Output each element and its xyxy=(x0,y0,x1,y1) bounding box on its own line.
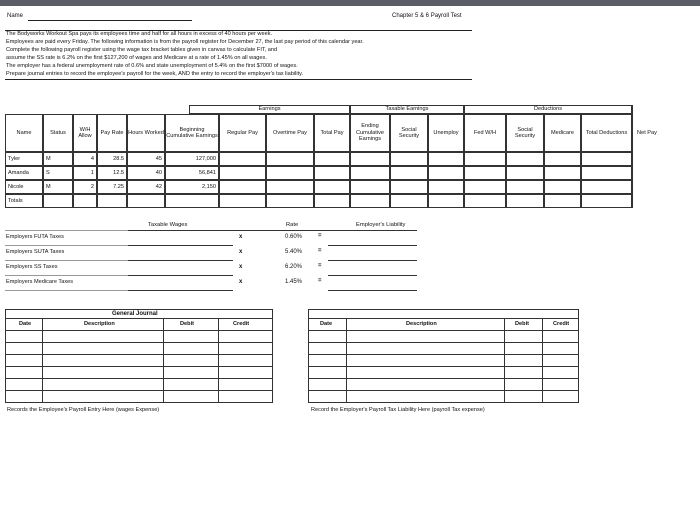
tax-row-label: Employers SS Taxes xyxy=(6,264,58,270)
empty-cell xyxy=(544,180,581,194)
label-line xyxy=(5,290,128,291)
empty-cell xyxy=(544,166,581,180)
empty-cell xyxy=(350,194,390,208)
col-medicare: Medicare xyxy=(544,114,581,152)
journal-row-line xyxy=(308,402,578,403)
empty-cell xyxy=(219,166,266,180)
name-label: Name xyxy=(7,13,24,19)
test-title: Chapter 5 & 6 Payroll Test xyxy=(392,13,462,19)
col-ending-cumulative: Ending Cumulative Earnings xyxy=(350,114,390,152)
cell-status: S xyxy=(43,166,73,180)
empty-cell xyxy=(314,194,350,208)
taxable-wage-line xyxy=(128,230,233,231)
taxable-wage-line xyxy=(128,275,233,276)
cell-hours: 45 xyxy=(127,152,165,166)
window-top-bar xyxy=(0,0,700,6)
journal-row-line xyxy=(308,342,578,343)
liability-line xyxy=(328,290,417,291)
journal-col-date: Date xyxy=(320,321,333,327)
empty-cell xyxy=(544,194,581,208)
cell-beginning: 2,150 xyxy=(165,180,219,194)
empty-cell xyxy=(266,166,314,180)
col-regular-pay: Regular Pay xyxy=(219,114,266,152)
empty-cell xyxy=(266,194,314,208)
journal-border xyxy=(272,309,273,403)
journal-header-line xyxy=(308,318,578,319)
journal-top-line xyxy=(5,309,272,310)
liability-line xyxy=(328,245,417,246)
multiply-sign: x xyxy=(239,234,243,240)
journal-border xyxy=(578,309,579,403)
empty-cell xyxy=(314,180,350,194)
empty-cell xyxy=(165,194,219,208)
empty-cell xyxy=(428,194,464,208)
instructions-block xyxy=(6,31,364,78)
rate-label: Rate xyxy=(286,222,299,228)
empty-cell xyxy=(581,194,632,208)
totals-label: Totals xyxy=(5,194,43,208)
journal-header-line xyxy=(5,318,272,319)
journal-row-line xyxy=(5,354,272,355)
journal-row-line xyxy=(308,390,578,391)
cell-name: Tyler xyxy=(5,152,43,166)
multiply-sign: x xyxy=(239,249,243,255)
journal-row-line xyxy=(308,354,578,355)
instruction-line: Employees are paid every Friday. The following information is from the payroll register for December 27, the last pay period of this calendar year. xyxy=(6,38,364,45)
cell-status: M xyxy=(43,152,73,166)
journal-row-line xyxy=(5,342,272,343)
journal-caption: Records the Employee's Payroll Entry Here (wages Expense) xyxy=(7,407,160,413)
tax-row-label: Employers FUTA Taxes xyxy=(6,234,64,240)
tax-rate: 5.40% xyxy=(285,249,303,255)
label-line xyxy=(5,260,128,261)
multiply-sign: x xyxy=(239,264,243,270)
cell-name: Nicole xyxy=(5,180,43,194)
instructions-top-border xyxy=(5,30,472,31)
label-line xyxy=(5,275,128,276)
taxable-wage-line xyxy=(128,290,233,291)
journal-col-description: Description xyxy=(84,321,115,327)
earnings-group-header: Earnings xyxy=(189,105,350,114)
journal-col-credit: Credit xyxy=(553,321,570,327)
journal-row-line xyxy=(5,378,272,379)
col-fed-wh: Fed W/H xyxy=(464,114,506,152)
journal-row-line xyxy=(5,402,272,403)
journal-col-line xyxy=(346,318,347,403)
cell-hours: 40 xyxy=(127,166,165,180)
name-underline xyxy=(28,20,192,21)
empty-cell xyxy=(350,180,390,194)
empty-cell xyxy=(97,194,127,208)
journal-col-debit: Debit xyxy=(180,321,194,327)
taxable-wages-label: Taxable Wages xyxy=(148,222,188,228)
cell-beginning: 127,000 xyxy=(165,152,219,166)
liability-line xyxy=(328,275,417,276)
empty-cell xyxy=(43,194,73,208)
empty-cell xyxy=(390,180,428,194)
cell-hours: 42 xyxy=(127,180,165,194)
empty-cell xyxy=(464,152,506,166)
label-line xyxy=(5,245,128,246)
col-status: Status xyxy=(43,114,73,152)
journal-col-line xyxy=(504,318,505,403)
tax-rate: 0.60% xyxy=(285,234,303,240)
journal-col-line xyxy=(218,318,219,403)
cell-allow: 2 xyxy=(73,180,97,194)
instruction-line: The employer has a federal unemployment rate of 0.6% and state unemployment of 5.4% on the first $7000 of wages. xyxy=(6,62,298,69)
journal-row-line xyxy=(5,366,272,367)
equals-sign: = xyxy=(318,263,322,269)
col-total-pay: Total Pay xyxy=(314,114,350,152)
equals-sign: = xyxy=(318,278,322,284)
empty-cell xyxy=(127,194,165,208)
journal-border xyxy=(308,309,309,403)
empty-cell xyxy=(464,166,506,180)
instruction-line: Complete the following payroll register using the wage tax bracket tables given in canvas to calculate FIT, and xyxy=(6,46,278,53)
col-total-deductions: Total Deductions xyxy=(581,114,632,152)
empty-cell xyxy=(506,194,544,208)
journal-col-date: Date xyxy=(19,321,32,327)
journal-caption: Record the Employer's Payroll Tax Liability Here (payroll Tax expense) xyxy=(311,407,485,413)
empty-cell xyxy=(350,166,390,180)
empty-cell xyxy=(390,194,428,208)
deductions-group-header: Deductions xyxy=(464,105,632,114)
journal-row-line xyxy=(308,378,578,379)
taxable-wage-line xyxy=(128,260,233,261)
journal-col-line xyxy=(542,318,543,403)
col-name: Name xyxy=(5,114,43,152)
empty-cell xyxy=(350,152,390,166)
empty-cell xyxy=(390,166,428,180)
cell-beginning: 56,841 xyxy=(165,166,219,180)
col-ded-social-security: Social Security xyxy=(506,114,544,152)
equals-sign: = xyxy=(318,248,322,254)
empty-cell xyxy=(266,152,314,166)
liability-line xyxy=(328,260,417,261)
employer-liability-label: Employer's Liability xyxy=(356,222,406,228)
tax-row-label: Employers Medicare Taxes xyxy=(6,279,74,285)
empty-cell xyxy=(314,152,350,166)
empty-cell xyxy=(464,194,506,208)
col-wh-allow: W/H Allow xyxy=(73,114,97,152)
tax-row-label: Employers SUTA Taxes xyxy=(6,249,65,255)
journal-row-line xyxy=(5,390,272,391)
empty-cell xyxy=(581,152,632,166)
col-unemploy: Unemploy xyxy=(428,114,464,152)
journal-row-line xyxy=(5,330,272,331)
taxable-group-header: Taxable Earnings xyxy=(350,105,464,114)
journal-col-credit: Credit xyxy=(233,321,250,327)
journal-col-line xyxy=(163,318,164,403)
journal-col-description: Description xyxy=(406,321,437,327)
tax-rate: 1.45% xyxy=(285,279,303,285)
cell-rate: 12.5 xyxy=(97,166,127,180)
journal-row-line xyxy=(308,366,578,367)
empty-cell xyxy=(219,194,266,208)
empty-cell xyxy=(428,180,464,194)
instruction-line: The Bodyworks Workout Spa pays its employees time and half for all hours in excess of 40 hours per week. xyxy=(6,31,273,37)
empty-cell xyxy=(464,180,506,194)
empty-cell xyxy=(581,166,632,180)
empty-cell xyxy=(428,166,464,180)
cell-name: Amanda xyxy=(5,166,43,180)
tax-rate: 6.20% xyxy=(285,264,303,270)
cell-allow: 4 xyxy=(73,152,97,166)
multiply-sign: x xyxy=(239,279,243,285)
equals-sign: = xyxy=(318,233,322,239)
cell-rate: 7.25 xyxy=(97,180,127,194)
journal-row-line xyxy=(308,330,578,331)
instruction-line: Prepare journal entries to record the employee's payroll for the week, AND the entry to record the employer's tax liability. xyxy=(6,70,304,77)
journal-border xyxy=(5,309,6,403)
col-overtime-pay: Overtime Pay xyxy=(266,114,314,152)
col-pay-rate: Pay Rate xyxy=(97,114,127,152)
journal-title: General Journal xyxy=(112,311,158,317)
empty-cell xyxy=(506,152,544,166)
cell-allow: 1 xyxy=(73,166,97,180)
liability-line xyxy=(328,230,417,231)
empty-cell xyxy=(219,152,266,166)
journal-top-line xyxy=(308,309,578,310)
empty-cell xyxy=(581,180,632,194)
empty-cell xyxy=(506,180,544,194)
col-net-pay: Net Pay xyxy=(637,129,657,136)
instruction-line: assume the SS rate is 6.2% on the first $127,200 of wages and Medicare at a rate of 1.45% on all wages. xyxy=(6,54,267,61)
empty-cell xyxy=(219,180,266,194)
taxable-wage-line xyxy=(128,245,233,246)
cell-status: M xyxy=(43,180,73,194)
empty-cell xyxy=(314,166,350,180)
empty-cell xyxy=(428,152,464,166)
empty-cell xyxy=(73,194,97,208)
journal-col-line xyxy=(42,318,43,403)
col-taxable-social-security: Social Security xyxy=(390,114,428,152)
empty-cell xyxy=(506,166,544,180)
journal-col-debit: Debit xyxy=(515,321,529,327)
instructions-bottom-border xyxy=(5,79,472,80)
label-line xyxy=(5,230,128,231)
empty-cell xyxy=(544,152,581,166)
empty-cell xyxy=(390,152,428,166)
col-beginning-cumulative: Beginning Cumulative Earnings xyxy=(165,114,219,152)
register-right-border xyxy=(632,105,633,208)
cell-rate: 28.5 xyxy=(97,152,127,166)
col-hours-worked: Hours Worked xyxy=(127,114,165,152)
empty-cell xyxy=(266,180,314,194)
